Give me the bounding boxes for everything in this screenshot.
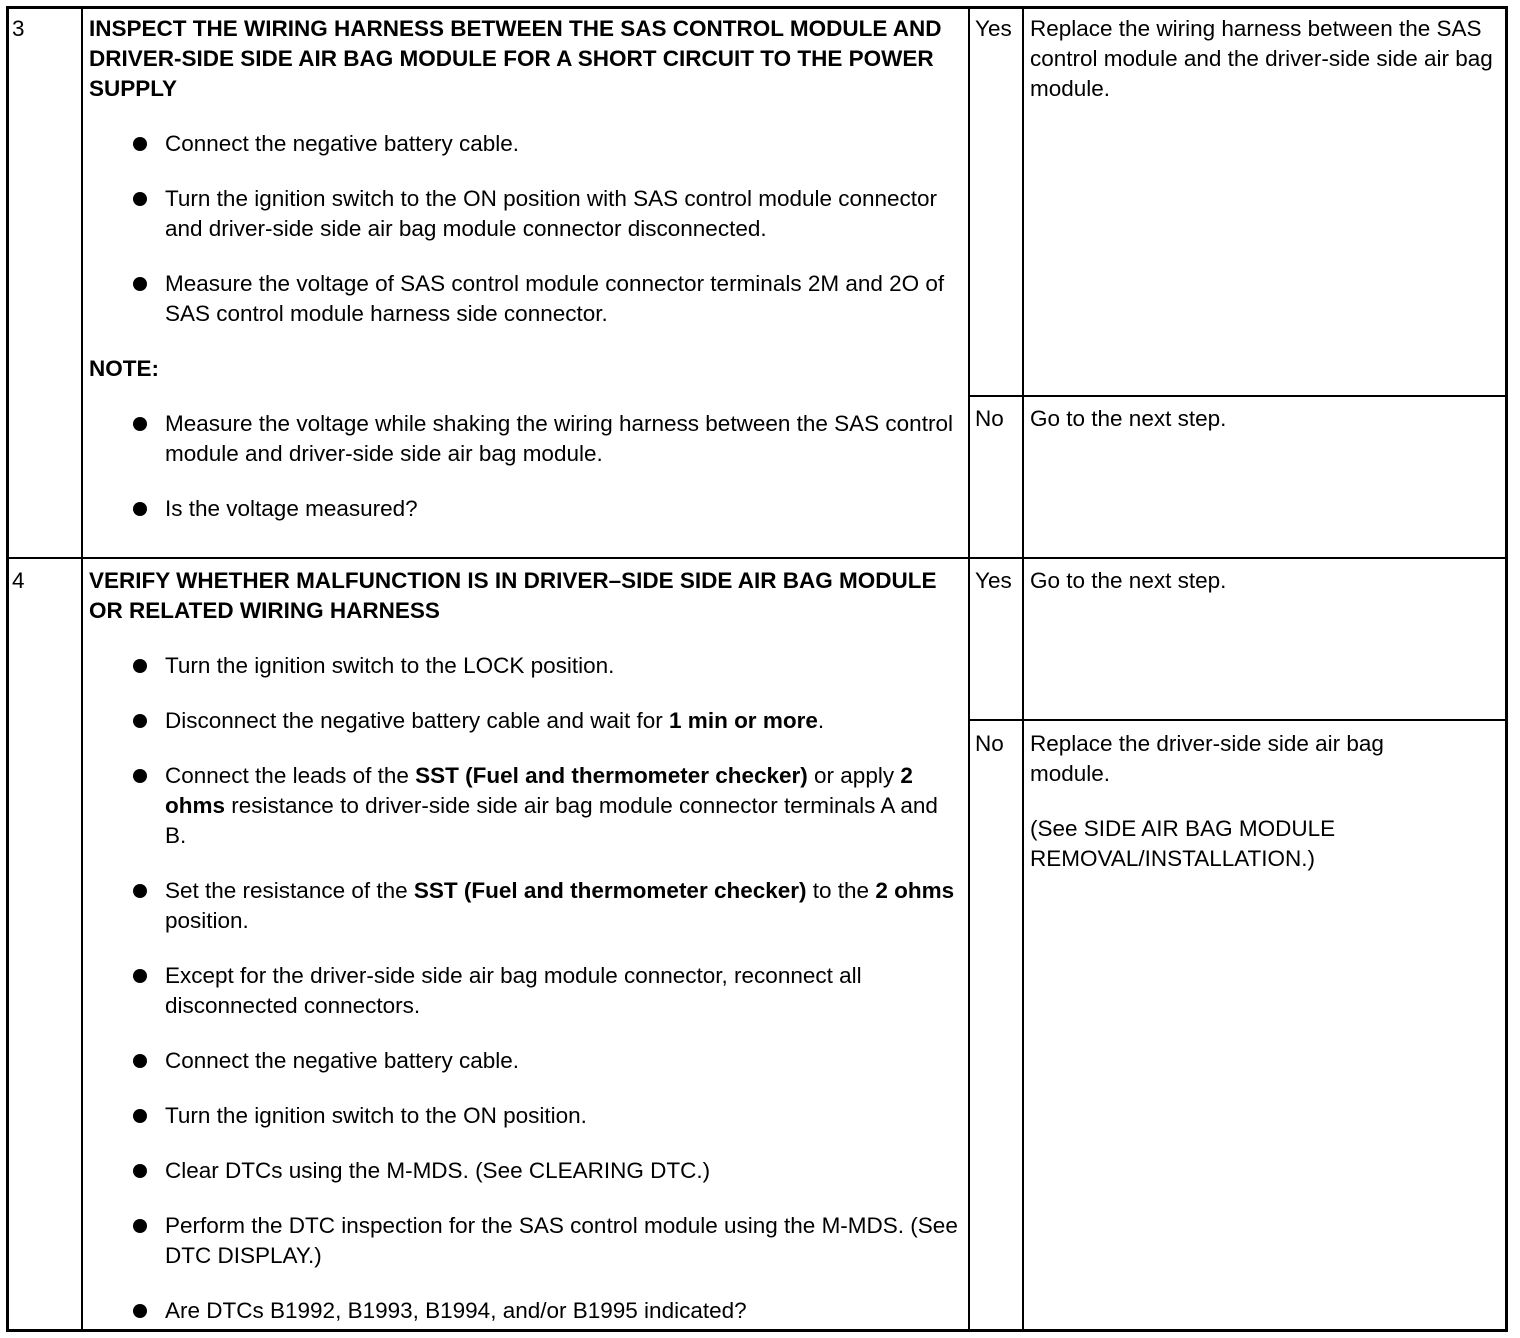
- emphasis-text: SST (Fuel and thermometer checker): [415, 763, 808, 788]
- no-action-text: Replace the driver-side side air bag module.: [1030, 731, 1384, 786]
- list-item: Perform the DTC inspection for the SAS control module using the M-MDS. (See DTC DISPLAY.): [89, 1211, 959, 1271]
- row3-yes-no-divider: [968, 395, 1508, 397]
- list-item: Connect the leads of the SST (Fuel and thermometer checker) or apply 2 ohms resistance to driver-side side air bag module connector terminals A and B.: [89, 761, 959, 851]
- step-title: INSPECT THE WIRING HARNESS BETWEEN THE SAS CONTROL MODULE AND DRIVER-SIDE SIDE AIR BAG MODULE FOR A SHORT CIRCUIT TO THE POWER SUPPLY: [89, 16, 942, 101]
- yes-action-text: Replace the wiring harness between the SAS control module and the driver-side side air bag module.: [1030, 16, 1493, 101]
- list-item: Turn the ignition switch to the ON position with SAS control module connector and driver-side side air bag module connector disconnected.: [89, 184, 959, 244]
- step-content: [89, 566, 959, 1326]
- no-action-text: Go to the next step.: [1030, 406, 1227, 431]
- yes-label: Yes: [975, 568, 1012, 593]
- note-list: [89, 409, 959, 524]
- emphasis-text: SST (Fuel and thermometer checker): [413, 878, 807, 903]
- no-action: [1030, 404, 1500, 434]
- yes-action-text: Go to the next step.: [1030, 568, 1227, 593]
- row4-yes-no-divider: [968, 719, 1508, 721]
- list-item: Is the voltage measured?: [89, 494, 959, 524]
- list-item: Turn the ignition switch to the LOCK position.: [89, 651, 959, 681]
- step-procedure-list: [89, 129, 959, 329]
- column-divider-step: [81, 6, 83, 1332]
- list-item: Clear DTCs using the M-MDS. (See CLEARING DTC.): [89, 1156, 959, 1186]
- no-action: [1030, 729, 1470, 874]
- step-number: 3: [12, 16, 25, 41]
- list-item: Connect the negative battery cable.: [89, 129, 959, 159]
- column-divider-action: [1022, 6, 1024, 1332]
- list-item: Are DTCs B1992, B1993, B1994, and/or B1995 indicated?: [89, 1296, 959, 1326]
- step-number: 4: [12, 568, 25, 593]
- emphasis-text: 1 min or more: [669, 708, 818, 733]
- no-label: No: [975, 406, 1004, 431]
- emphasis-text: 2 ohms: [165, 763, 913, 818]
- list-item: Disconnect the negative battery cable and wait for 1 min or more.: [89, 706, 959, 736]
- step-content: [89, 14, 959, 524]
- row-divider: [6, 557, 1508, 559]
- step-procedure-list: [89, 651, 959, 1326]
- emphasis-text: 2 ohms: [875, 878, 955, 903]
- no-action-reference: (See SIDE AIR BAG MODULE REMOVAL/INSTALLATION.): [1030, 816, 1336, 871]
- list-item: Measure the voltage of SAS control module connector terminals 2M and 2O of SAS control module harness side connector.: [89, 269, 959, 329]
- yes-action: [1030, 566, 1500, 596]
- list-item: Measure the voltage while shaking the wiring harness between the SAS control module and driver-side side air bag module.: [89, 409, 959, 469]
- list-item: Turn the ignition switch to the ON position.: [89, 1101, 959, 1131]
- no-label: No: [975, 731, 1004, 756]
- note-label: NOTE:: [89, 356, 159, 381]
- column-divider-result: [968, 6, 970, 1332]
- yes-action: [1030, 14, 1500, 104]
- list-item: Set the resistance of the SST (Fuel and thermometer checker) to the 2 ohms position.: [89, 876, 959, 936]
- list-item: Except for the driver-side side air bag module connector, reconnect all disconnected connectors.: [89, 961, 959, 1021]
- list-item: Connect the negative battery cable.: [89, 1046, 959, 1076]
- step-title: VERIFY WHETHER MALFUNCTION IS IN DRIVER–SIDE SIDE AIR BAG MODULE OR RELATED WIRING HARNESS: [89, 568, 937, 623]
- yes-label: Yes: [975, 16, 1012, 41]
